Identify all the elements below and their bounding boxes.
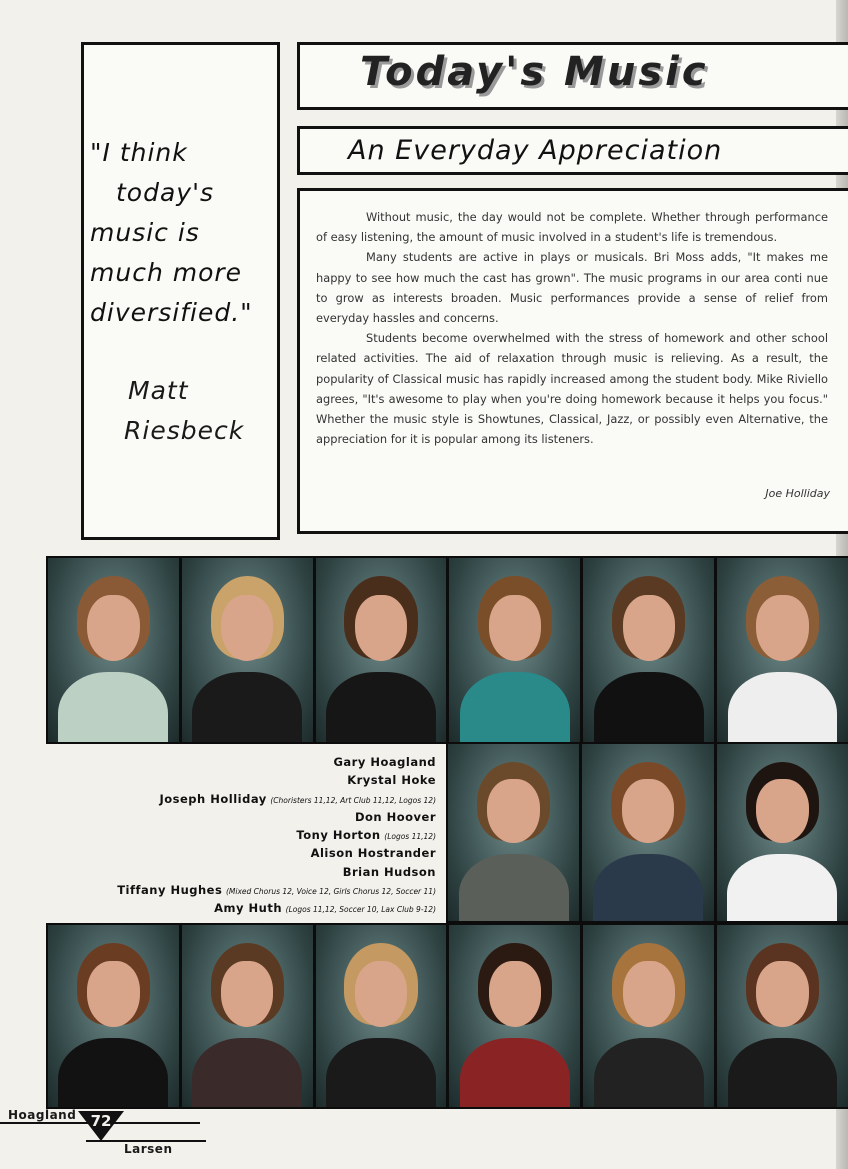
student-portrait — [449, 558, 580, 742]
page-folio — [0, 1110, 210, 1169]
page-subtitle: An Everyday Appreciation — [348, 135, 723, 166]
name-entry — [46, 754, 436, 772]
student-portrait — [182, 925, 313, 1107]
student-portrait — [448, 744, 579, 921]
student-portrait — [182, 558, 313, 742]
quote-author — [124, 371, 288, 451]
subtitle-box — [297, 126, 848, 175]
student-portrait — [717, 744, 848, 921]
story-paragraph: Students become overwhelmed with the stress of homework and other school related activities. The aid of relaxation through music is relieving. As a result, the popularity of Classical music has rapidly increased among the student body. Mike Riviello agrees, "It's awesome to play when you're doing homework because it helps you focus." Whether the music style is Showtunes, Classical, Jazz, or possibly even Alternative, the appreciation for it is popular among its listeners. — [316, 331, 828, 447]
name-entry — [46, 809, 436, 827]
portrait-row-1 — [46, 556, 848, 744]
title-box — [297, 42, 848, 110]
quote-text — [90, 133, 290, 333]
quote-box — [81, 42, 280, 540]
name-entry — [46, 900, 436, 918]
quote-line: "I think — [90, 138, 188, 167]
student-name: Joseph Holliday — [159, 791, 267, 806]
name-entry — [46, 772, 436, 790]
student-name-list — [46, 754, 436, 919]
folio-first-name: Hoagland — [8, 1108, 77, 1122]
quote-author-line: Matt — [128, 376, 189, 405]
name-entry — [46, 791, 436, 809]
student-activities: (Mixed Chorus 12, Voice 12, Girls Chorus 12, Soccer 11) — [225, 887, 436, 897]
student-portrait — [316, 925, 447, 1107]
quote-line: much more — [90, 258, 243, 287]
student-name: Tony Horton — [296, 828, 381, 843]
student-name: Krystal Hoke — [347, 773, 436, 788]
student-portrait — [717, 558, 848, 742]
quote-line: music is — [90, 218, 200, 247]
name-entry — [46, 882, 436, 900]
quote-author-line: Riesbeck — [124, 416, 245, 445]
story-paragraph: Without music, the day would not be complete. Whether through performance of easy listening, the amount of music involved in a student's life is tremendous. — [316, 210, 828, 245]
quote-line: today's — [116, 178, 214, 207]
portrait-row-3 — [46, 923, 848, 1109]
student-portrait — [583, 925, 714, 1107]
story-box — [297, 188, 848, 534]
name-entry — [46, 845, 436, 863]
page-title: Today's Music — [360, 49, 709, 95]
page-number: 72 — [90, 1112, 112, 1130]
student-portrait — [48, 925, 179, 1107]
student-portrait — [583, 558, 714, 742]
student-name: Amy Huth — [214, 901, 283, 916]
student-activities: (Choristers 11,12, Art Club 11,12, Logos 12) — [270, 795, 436, 805]
name-entry — [46, 864, 436, 882]
student-activities: (Logos 11,12) — [384, 832, 436, 842]
folio-last-name: Larsen — [124, 1142, 173, 1156]
quote-line: diversified." — [90, 298, 253, 327]
student-name: Gary Hoagland — [333, 755, 436, 769]
student-name: Brian Hudson — [342, 864, 436, 879]
student-name: Tiffany Hughes — [117, 883, 223, 898]
story-byline: Joe Holliday — [765, 487, 830, 500]
story-text — [316, 207, 828, 449]
student-portrait — [717, 925, 848, 1107]
student-portrait — [449, 925, 580, 1107]
student-activities: (Logos 11,12, Soccer 10, Lax Club 9-12) — [285, 905, 436, 915]
story-paragraph: Many students are active in plays or musicals. Bri Moss adds, "It makes me happy to see how much the cast has grown". The music programs in our area conti nue to grow as interests broaden. Music performances provide a sense of relief from everyday hassles and concerns. — [316, 250, 828, 326]
student-portrait — [316, 558, 447, 742]
student-portrait — [48, 558, 179, 742]
names-and-portraits-row — [46, 744, 848, 923]
student-name: Don Hoover — [354, 809, 436, 824]
student-portrait — [582, 744, 713, 921]
portrait-row-2 — [446, 744, 848, 923]
student-name: Alison Hostrander — [310, 846, 436, 861]
name-entry — [46, 827, 436, 845]
